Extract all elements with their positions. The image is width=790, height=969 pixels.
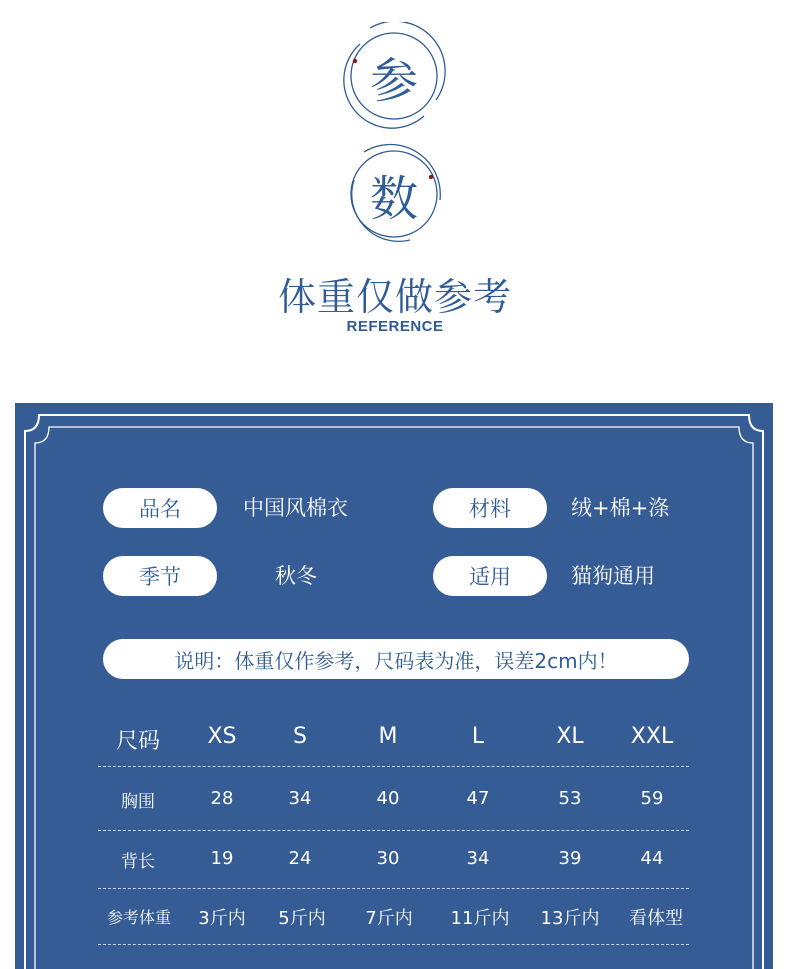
table-cell: 53 (558, 788, 582, 809)
table-divider (98, 830, 689, 831)
season-label-pill: 季节 (103, 556, 217, 596)
table-divider (98, 888, 689, 889)
material-label-pill: 材料 (433, 488, 547, 528)
table-cell: 看体型 (629, 908, 683, 929)
row-label-chest: 胸围 (121, 792, 155, 812)
col-header-s: S (293, 724, 307, 749)
table-cell: 30 (376, 848, 400, 869)
table-cell: 7斤内 (365, 908, 413, 929)
col-header-xs: XS (207, 724, 237, 749)
table-cell: 59 (640, 788, 664, 809)
table-cell: 19 (210, 848, 234, 869)
section-title-en: REFERENCE (346, 318, 444, 335)
fit-label-pill: 适用 (433, 556, 547, 596)
table-cell: 13斤内 (540, 908, 600, 929)
material-value: 绒+棉+涤 (571, 496, 670, 520)
col-header-size: 尺码 (115, 729, 160, 754)
season-value: 秋冬 (275, 564, 317, 588)
table-cell: 39 (558, 848, 582, 869)
table-cell: 3斤内 (198, 908, 246, 929)
fit-value: 猫狗通用 (571, 564, 655, 588)
table-cell: 5斤内 (278, 908, 326, 929)
seal-char-shu: 数 (369, 170, 418, 227)
note-banner: 说明：体重仅作参考，尺码表为准，误差2cm内！ (103, 639, 689, 679)
col-header-xl: XL (556, 724, 584, 749)
table-cell: 24 (288, 848, 312, 869)
table-cell: 28 (210, 788, 234, 809)
row-label-back-length: 背长 (121, 852, 155, 872)
col-header-m: M (378, 724, 398, 749)
table-cell: 34 (466, 848, 490, 869)
row-label-weight: 参考体重 (106, 908, 171, 927)
seal-char-can: 参 (369, 52, 418, 109)
seal-shu (340, 140, 448, 248)
table-cell: 40 (376, 788, 400, 809)
name-label-pill: 品名 (103, 488, 217, 528)
table-cell: 44 (640, 848, 664, 869)
table-cell: 47 (466, 788, 490, 809)
col-header-l: L (471, 724, 485, 749)
size-panel (15, 403, 773, 969)
seal-can (340, 22, 448, 130)
col-header-xxl: XXL (630, 724, 674, 749)
table-cell: 11斤内 (450, 908, 510, 929)
table-divider (98, 944, 689, 945)
table-cell: 34 (288, 788, 312, 809)
table-divider (98, 766, 689, 767)
section-title: 体重仅做参考 (277, 275, 512, 319)
name-value: 中国风棉衣 (243, 496, 348, 520)
